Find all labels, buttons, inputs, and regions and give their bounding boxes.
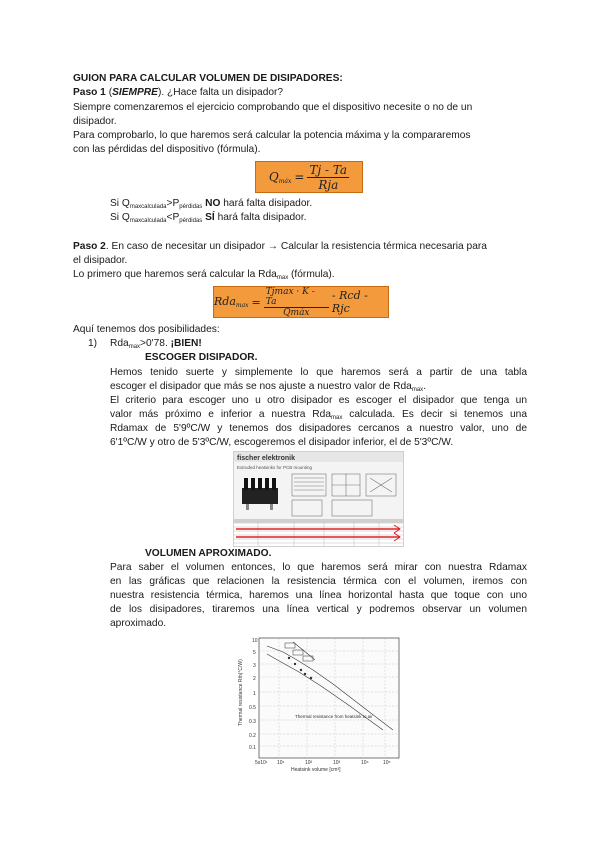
ytick-1: 5 bbox=[253, 650, 256, 656]
paso1-text-1b: disipador. bbox=[73, 116, 117, 127]
escoger-text-2d: 6'1ºC/W y otro de 5'3ºC/W, escogeremos el disipador inferior, el de 5'3ºC/W. bbox=[110, 437, 454, 448]
volumen-text-4: de los disipadores, tiraremos una línea vertical y podremos observar un volumen bbox=[110, 604, 527, 615]
volumen-text-1: Para saber el volumen entonces, lo que haremos será mirar con nuestra Rdamax bbox=[110, 562, 527, 573]
rdamax-formula-lhs: Rda$_{max}$ bbox=[214, 295, 249, 309]
ytick-5: 0.5 bbox=[249, 705, 256, 711]
thermal-resistance-graph-svg bbox=[233, 634, 403, 772]
paso1-open: ( bbox=[105, 87, 113, 98]
escoger-text-1a: Hemos tenido suerte y simplemente lo que haremos será a partir de una tabla bbox=[110, 367, 527, 378]
thermal-resistance-graph bbox=[233, 634, 403, 772]
rdamax-formula-tail: - Rcd - Rjc bbox=[331, 289, 368, 315]
graph-annotation: Thermal resistance from heatsink to air bbox=[295, 714, 373, 719]
paso2-heading: Paso 2. En caso de necesitar un disipador → Calcular la resistencia térmica necesaria para bbox=[73, 241, 487, 252]
rdamax-formula-fraction: $\frac{Tjmax \cdot K - Ta}{\text{Qmáx}}$ bbox=[264, 287, 329, 318]
catalog-brand: fischer elektronik bbox=[237, 455, 295, 462]
xtick-5: 10⁵ bbox=[383, 760, 391, 766]
catalog-subtitle: Extruded heatsinks for PCB mounting bbox=[237, 465, 313, 470]
volumen-heading: VOLUMEN APROXIMADO. bbox=[145, 548, 272, 559]
paso1-label: Paso 1 bbox=[73, 87, 106, 98]
item1-number: 1) bbox=[88, 338, 98, 349]
ytick-3: 2 bbox=[253, 676, 256, 682]
condition-no: Si $Q_{maxcalculada}>P_{pérdidas}$ NO hará falta disipador. bbox=[110, 198, 313, 210]
ytick-6: 0.3 bbox=[249, 719, 256, 725]
ytick-7: 0.2 bbox=[249, 733, 256, 739]
paso1-text-2a: Para comprobarlo, lo que haremos será calcular la potencia máxima y la compararemos bbox=[73, 130, 471, 141]
paso2-text-2: el disipador. bbox=[73, 255, 128, 266]
escoger-text-1b: escoger el disipador que más se nos ajuste a nuestro valor de Rda$_{max}$. bbox=[110, 381, 427, 393]
paso1-text-2b: con las pérdidas del dispositivo (fórmula). bbox=[73, 144, 261, 155]
heatsink-picture bbox=[242, 478, 278, 510]
escoger-text-2c: Rdamax de 5'9ºC/W y tenemos dos disipadores cercanos a nuestro valor, uno de bbox=[110, 423, 527, 434]
volumen-text-2: en las gráficas que relacionen la resistencia térmica con el volumen, iremos con bbox=[110, 576, 527, 587]
rdamax-formula: Rda$_{max}$ = $\frac{Tjmax \cdot K - Ta}{\text{Qmáx}}$ - Rcd - Rjc bbox=[213, 286, 389, 318]
qmax-formula-lhs: $Q_{máx}$ bbox=[268, 169, 292, 185]
xtick-0: 5x10¹ bbox=[255, 760, 268, 766]
xtick-1: 10¹ bbox=[277, 760, 285, 766]
graph-ylabel: Thermal resistance Rth(°C/W) bbox=[238, 659, 244, 726]
ytick-8: 0.1 bbox=[249, 745, 256, 751]
paso1-siempre: SIEMPRE bbox=[112, 87, 158, 98]
paso1-heading bbox=[73, 86, 283, 99]
document-title: GUION PARA CALCULAR VOLUMEN DE DISIPADORES: bbox=[73, 73, 343, 84]
ytick-4: 1 bbox=[253, 691, 256, 697]
paso2-text-3: Lo primero que haremos será calcular la Rda$_{max}$ (fórmula). bbox=[73, 269, 335, 281]
paso1-text-1a: Siempre comenzaremos el ejercicio comprobando que el dispositivo necesite o no de un bbox=[73, 102, 473, 113]
heatsink-catalog-image bbox=[233, 451, 404, 547]
qmax-formula-fraction: $\frac{Tj - Ta}{\text{Rja}}$ bbox=[309, 162, 348, 192]
escoger-text-2a: El criterio para escoger uno u otro disipador es escoger el disipador que tenga un bbox=[110, 395, 527, 406]
posibilidades-text: Aquí tenemos dos posibilidades: bbox=[73, 324, 220, 335]
xtick-4: 10⁴ bbox=[361, 760, 369, 766]
heatsink-catalog-drawing bbox=[234, 452, 403, 546]
paso1-rest: ). ¿Hace falta un disipador? bbox=[157, 87, 284, 98]
qmax-formula: $Q_{máx}$ = $\frac{Tj - Ta}{\text{Rja}}$ bbox=[255, 161, 363, 193]
escoger-text-2b: valor más próximo e inferior a nuestra Rda$_{max}$ calculada. Es decir si tenemos una bbox=[110, 409, 527, 421]
graph-xlabel: Heatsink volume [cm³] bbox=[291, 767, 341, 772]
xtick-3: 10³ bbox=[333, 760, 341, 766]
ytick-2: 3 bbox=[253, 663, 256, 669]
condition-si: Si $Q_{maxcalculada}<P_{pérdidas}$ SÍ hará falta disipador. bbox=[110, 212, 307, 224]
ytick-0: 10 bbox=[252, 638, 258, 644]
xtick-2: 10² bbox=[305, 760, 313, 766]
item1-condition: Rda$_{max}$>0'78. ¡BIEN! bbox=[110, 338, 202, 350]
volumen-text-3: nuestra resistencia térmica, haremos una línea horizontal hasta que toque con uno bbox=[110, 590, 527, 601]
escoger-disipador-heading: ESCOGER DISIPADOR. bbox=[145, 352, 258, 363]
volumen-text-5: aproximado. bbox=[110, 618, 167, 629]
